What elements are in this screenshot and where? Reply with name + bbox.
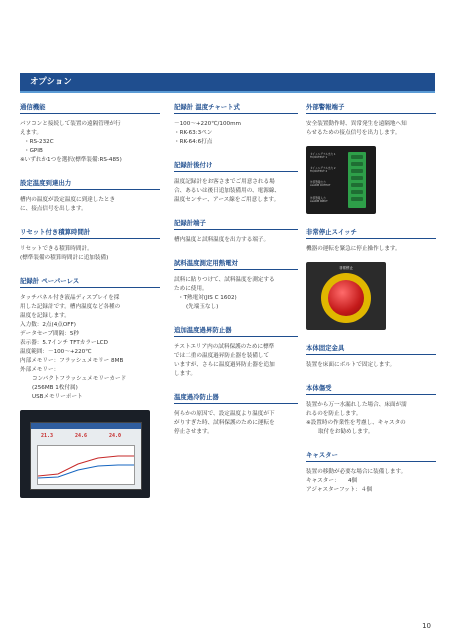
section-reset-hour-meter [20,227,160,263]
section-drip-tray [306,383,436,437]
section-casters [306,450,436,495]
terminal-label: ALARM OUTPUT [310,184,331,187]
terminal-pin [351,162,363,166]
alarm-terminal-image [306,146,376,214]
text-line: 停止させます。 [174,429,213,435]
text-line: 装置を床面にボルトで固定します。 [306,362,396,368]
section-heading: 本体固定金具 [306,343,436,355]
text-line: リセットできる積算時間計。 [20,246,93,252]
text-line: 温度記録計をお客さまでご用意される場 [174,179,275,185]
section-heading: 本体傷受 [306,383,436,395]
section-heading: 通信機能 [20,102,160,114]
text-line: ※いずれか1つを選択(標準装備:RS-485) [20,157,122,163]
text-line: えます。 [20,130,42,136]
page-title: オプション [30,77,72,87]
page-number: 10 [422,622,431,630]
text-line: アジャスターフット：４個 [306,487,373,493]
terminal-pin [351,155,363,159]
text-line: 装置の移動が必要な場合に装備します。 [306,469,407,475]
recorder-trend-lines [38,446,134,484]
text-line: 安全装置動作時、異常発生を遠隔地へ知 [306,121,407,127]
text-line: ために使用。 [174,286,208,292]
emergency-stop-image [306,262,386,330]
section-heading: 記録計 温度チャート式 [174,102,298,114]
terminal-pin [351,169,363,173]
section-heading: 記録計端子 [174,218,298,230]
text-line: らせるための接点信号を出力します。 [306,130,401,136]
column-middle [174,96,298,437]
text-line: がりすぎた時、試料保護のために運転を [174,420,275,426]
text-line: タッチパネル付き液晶ディスプレイを採 [20,295,120,301]
text-line: 用した記録計です。槽内温度など各種の [20,304,121,310]
terminal-block [348,152,366,208]
text-line: ※設置時の作業性を考慮し、キャスタの [306,420,406,426]
section-communication [20,102,160,165]
text-line: (先端玉なし) [186,304,219,310]
terminal-label: タイムシグナル出力 1 [310,153,336,156]
title-banner [20,73,435,93]
text-line: 試料に貼りつけて、試料温度を測定する [174,277,275,283]
section-heading: 記録計後付け [174,160,298,172]
section-heading: 温度過冷防止器 [174,392,298,404]
text-line: －100～+220℃/100mm [174,121,241,127]
section-recorder-retrofit [174,160,298,205]
text-line: キャスター： 4個 [306,478,358,484]
text-line: ・RK-64:6打点 [174,139,213,145]
emergency-stop-button-icon [328,280,364,316]
text-line: ・T熱電対(JIS C 1602) [178,295,237,301]
section-fixing-bracket [306,343,436,370]
terminal-label: 外部警報出力 [310,181,326,184]
terminal-pin [351,197,363,201]
column-right [306,96,436,495]
recorder-readout: 21.3 [41,433,54,439]
recorder-title-bar [31,423,141,429]
text-line: USBメモリーポート [32,394,83,400]
text-line: パソコンと接続して装置の遠隔管理が行 [20,121,121,127]
text-line: 槽内の温度が設定温度に到達したとき [20,197,116,203]
terminal-label: TC/OUTPUT 2 [310,170,328,173]
text-line: 取付をお勧めします。 [318,429,374,435]
text-line: (標準装備の積算時間計に追加装備) [20,255,109,261]
terminal-label: TC/OUTPUT 1 [310,156,328,159]
section-heading: キャスター [306,450,436,462]
terminal-label: ALARM INPUT [310,200,328,203]
column-left [20,96,160,498]
text-line: 温度センサー、アース線をご用意します。 [174,197,280,203]
text-line: いますが、さらに温度過昇防止器を追加 [174,362,275,368]
section-heading: 記録計 ペーパーレス [20,276,160,288]
text-line: 温度を記録します。 [20,313,70,319]
section-heading: 試料温度測定用熱電対 [174,258,298,270]
section-paperless-recorder [20,276,160,498]
text-line: ・RK-63:3ペン [174,130,213,136]
text-line: 合、あるいは後日追加装備用の、電源線、 [174,188,281,194]
text-line: 外部メモリー： [20,367,60,373]
text-line: 装置から万一水漏れした場合、床面が濡 [306,402,407,408]
section-over-temp-protector [174,325,298,379]
recorder-readout: 24.0 [109,433,122,439]
text-line: では二重の温度過昇防止器を装備して [174,353,270,359]
recorder-graph [37,445,135,485]
text-line: ・GPIB [24,148,43,154]
text-line: 表示器：5.7インチ TFTカラーLCD [20,340,108,346]
section-over-cool-protector [174,392,298,437]
text-line: 槽内温度と試料温度を出力する端子。 [174,237,270,243]
text-line: れるのを防止します。 [306,411,362,417]
text-line: ・RS-232C [24,139,54,145]
section-heading: 追加温度過昇防止器 [174,325,298,337]
text-line: 何らかの原因で、設定温度より温度が下 [174,411,275,417]
section-external-alarm-terminal [306,102,436,214]
section-emergency-stop [306,227,436,330]
emergency-stop-label: 非常停止 [339,266,353,270]
section-heading: リセット付き積算時間計 [20,227,160,239]
section-chart-recorder [174,102,298,147]
section-temp-reach-output [20,178,160,214]
text-line: します。 [174,371,196,377]
terminal-label: 外部警報入力 [310,197,326,200]
text-line: 温度範囲：－100～+220℃ [20,349,92,355]
section-recorder-terminal [174,218,298,245]
text-line: (256MB 1枚付属) [32,385,78,391]
recorder-readout: 24.6 [75,433,88,439]
section-heading: 設定温度到達出力 [20,178,160,190]
paperless-recorder-image [20,410,150,498]
text-line: 入力数：2点(4点OFF) [20,322,76,328]
text-line: 機器の運転を緊急に停止操作します。 [306,246,401,252]
terminal-pin [351,190,363,194]
terminal-pin [351,183,363,187]
text-line: に、接点信号を出します。 [20,206,87,212]
section-heading: 非常停止スイッチ [306,227,436,239]
text-line: データセーブ間隔：5秒 [20,331,79,337]
text-line: テストエリア内の試料保護のために標準 [174,344,275,350]
terminal-label: タイムシグナル出力 2 [310,167,336,170]
recorder-screen [30,422,142,490]
terminal-pin [351,176,363,180]
text-line: コンパクトフラッシュメモリーカード [32,376,127,382]
section-thermocouple [174,258,298,312]
section-heading: 外部警報端子 [306,102,436,114]
text-line: 内部メモリー：フラッシュメモリー 8MB [20,358,124,364]
